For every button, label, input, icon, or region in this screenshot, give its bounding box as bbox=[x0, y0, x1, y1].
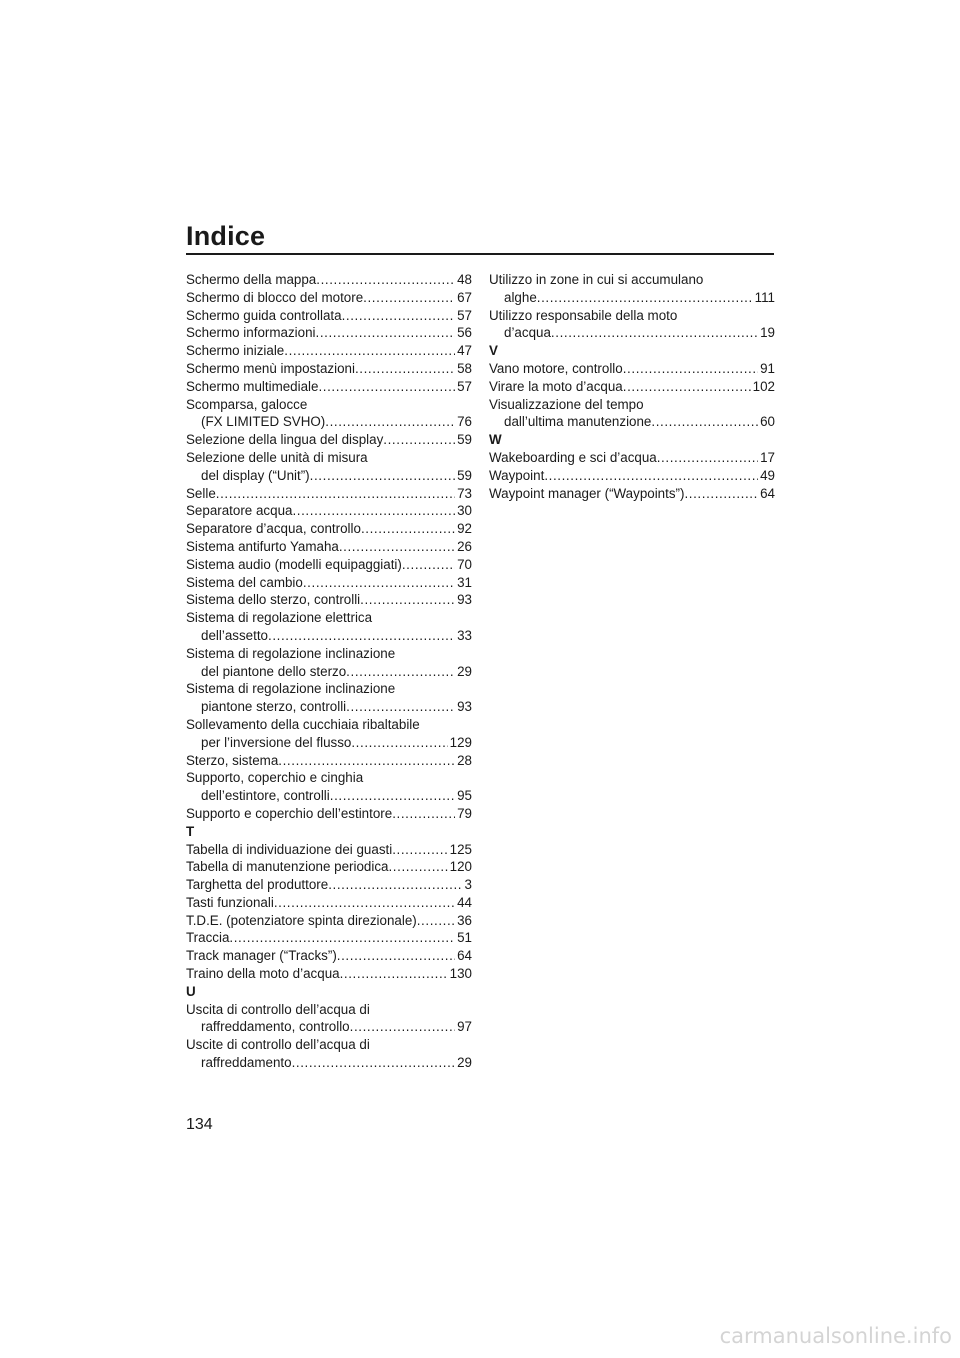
index-entry-text: Supporto, coperchio e cinghia bbox=[186, 770, 364, 786]
index-entry-page: 59 bbox=[457, 467, 472, 483]
index-entry bbox=[186, 841, 472, 859]
index-entry bbox=[186, 858, 472, 876]
dot-leader bbox=[328, 876, 462, 894]
index-entry-page: 59 bbox=[457, 432, 472, 448]
index-entry bbox=[186, 876, 472, 894]
index-entry-text: raffreddamento bbox=[201, 1055, 292, 1071]
dot-leader bbox=[551, 324, 758, 342]
dot-leader bbox=[388, 858, 447, 876]
index-entry-text: Wakeboarding e sci d’acqua bbox=[489, 449, 657, 465]
index-entry-text: d’acqua bbox=[504, 325, 551, 341]
dot-leader bbox=[350, 1018, 455, 1036]
dot-leader bbox=[417, 912, 455, 930]
dot-leader bbox=[623, 360, 758, 378]
index-entry bbox=[489, 449, 775, 467]
index-entry-text: Traino della moto d’acqua bbox=[186, 966, 340, 982]
index-entry-text: Track manager (“Tracks”) bbox=[186, 948, 337, 964]
dot-leader bbox=[355, 360, 455, 378]
dot-leader bbox=[684, 485, 758, 503]
index-entry-text: raffreddamento, controllo bbox=[201, 1019, 350, 1035]
index-entry bbox=[186, 502, 472, 520]
index-entry-text: Separatore d’acqua, controllo bbox=[186, 521, 361, 537]
index-entry-text: alghe bbox=[504, 289, 537, 305]
index-entry-text: Schermo multimediale bbox=[186, 378, 319, 394]
dot-leader bbox=[292, 1054, 456, 1072]
index-entry bbox=[186, 538, 472, 556]
index-entry-text: Uscita di controllo dell’acqua di bbox=[186, 1001, 370, 1017]
index-entry bbox=[186, 929, 472, 947]
dot-leader bbox=[337, 947, 455, 965]
index-entry-text: Sistema di regolazione inclinazione bbox=[186, 681, 396, 697]
dot-leader bbox=[360, 591, 455, 609]
index-entry-text: Sistema di regolazione inclinazione bbox=[186, 645, 396, 661]
index-entry bbox=[489, 307, 775, 343]
watermark: carmanualsonline.info bbox=[719, 1324, 952, 1348]
dot-leader bbox=[361, 520, 455, 538]
index-entry-text: dell’estintore, controlli bbox=[201, 788, 330, 804]
dot-leader bbox=[340, 965, 448, 983]
index-entry-text: Targhetta del produttore bbox=[186, 877, 329, 893]
index-entry-text: Utilizzo responsabile della moto bbox=[489, 307, 678, 323]
index-column-right bbox=[489, 271, 775, 502]
dot-leader bbox=[363, 289, 455, 307]
index-entry bbox=[186, 591, 472, 609]
title-rule bbox=[186, 253, 774, 255]
dot-leader bbox=[229, 929, 455, 947]
index-entry bbox=[186, 360, 472, 378]
dot-leader bbox=[339, 538, 455, 556]
dot-leader bbox=[537, 289, 753, 307]
index-entry bbox=[186, 1001, 472, 1037]
index-entry-page: 57 bbox=[457, 378, 472, 394]
dot-leader bbox=[392, 841, 447, 859]
index-entry-text: Sistema audio (modelli equipaggiati) bbox=[186, 556, 402, 572]
index-entry-page: 48 bbox=[457, 272, 472, 287]
dot-leader bbox=[657, 449, 758, 467]
index-entry-page: 73 bbox=[457, 485, 472, 501]
index-entry-page: 120 bbox=[449, 859, 472, 875]
index-entry bbox=[186, 574, 472, 592]
index-entry bbox=[489, 271, 775, 307]
index-entry-page: 64 bbox=[457, 948, 472, 964]
index-entry-page: 102 bbox=[752, 378, 775, 394]
index-entry-text: del display (“Unit”) bbox=[201, 467, 310, 483]
index-entry-text: Traccia bbox=[186, 930, 230, 946]
index-entry-page: 130 bbox=[449, 966, 472, 982]
index-entry-page: 29 bbox=[457, 663, 472, 679]
index-entry bbox=[489, 360, 775, 378]
index-entry-text: Sistema dello sterzo, controlli bbox=[186, 592, 361, 608]
index-entry-page: 26 bbox=[457, 538, 472, 554]
index-entry-text: Sistema di regolazione elettrica bbox=[186, 610, 373, 626]
page-number: 134 bbox=[186, 1116, 213, 1133]
index-entry-text: Schermo guida controllata bbox=[186, 307, 342, 323]
dot-leader bbox=[278, 752, 455, 770]
index-entry-page: 93 bbox=[457, 592, 472, 608]
index-entry-text: T.D.E. (potenziatore spinta direzionale) bbox=[186, 912, 417, 928]
index-entry bbox=[186, 912, 472, 930]
index-entry-page: 67 bbox=[457, 289, 472, 305]
index-entry-text: Tasti funzionali bbox=[186, 894, 274, 910]
index-entry-page: 93 bbox=[457, 699, 472, 715]
index-entry-text: Utilizzo in zone in cui si accumulano bbox=[489, 272, 704, 287]
dot-leader bbox=[268, 627, 455, 645]
dot-leader bbox=[544, 467, 758, 485]
index-entry-page: 76 bbox=[457, 414, 472, 430]
index-entry bbox=[186, 680, 472, 716]
index-entry-text: Waypoint bbox=[489, 467, 545, 483]
index-entry-text: del piantone dello sterzo bbox=[201, 663, 347, 679]
index-entry-text: Sistema del cambio bbox=[186, 574, 303, 590]
index-entry-page: 92 bbox=[457, 521, 472, 537]
index-entry-text: Supporto e coperchio dell’estintore bbox=[186, 805, 393, 821]
index-entry bbox=[186, 378, 472, 396]
dot-leader bbox=[318, 378, 455, 396]
index-entry-page: 129 bbox=[449, 734, 472, 750]
index-entry bbox=[186, 520, 472, 538]
dot-leader bbox=[351, 734, 447, 752]
dot-leader bbox=[284, 342, 455, 360]
index-entry bbox=[489, 378, 775, 396]
index-entry bbox=[186, 342, 472, 360]
dot-leader bbox=[316, 324, 456, 342]
dot-leader bbox=[651, 413, 758, 431]
index-entry-text: Waypoint manager (“Waypoints”) bbox=[489, 485, 685, 501]
index-entry-page: 58 bbox=[457, 360, 472, 376]
index-entry-text: Tabella di manutenzione periodica bbox=[186, 859, 389, 875]
index-entry-page: 70 bbox=[457, 556, 472, 572]
index-entry-page: 51 bbox=[457, 930, 472, 946]
index-entry-page: 60 bbox=[760, 414, 775, 430]
index-entry-text: Vano motore, controllo bbox=[489, 360, 623, 376]
index-entry-text: Scomparsa, galocce bbox=[186, 396, 308, 412]
index-entry-text: Schermo informazioni bbox=[186, 325, 316, 341]
index-entry-text: Sterzo, sistema bbox=[186, 752, 279, 768]
dot-leader bbox=[392, 805, 455, 823]
dot-leader bbox=[292, 502, 455, 520]
index-entry bbox=[186, 485, 472, 503]
index-entry-text: per l’inversione del flusso bbox=[201, 734, 352, 750]
dot-leader bbox=[216, 485, 455, 503]
index-entry-text: Sistema antifurto Yamaha bbox=[186, 538, 339, 554]
dot-leader bbox=[325, 413, 455, 431]
dot-leader bbox=[346, 663, 455, 681]
index-entry-text: Uscite di controllo dell’acqua di bbox=[186, 1037, 370, 1053]
index-entry bbox=[489, 467, 775, 485]
index-entry-text: dell’assetto bbox=[201, 627, 268, 643]
index-entry-text: Visualizzazione del tempo bbox=[489, 396, 644, 412]
index-entry bbox=[186, 431, 472, 449]
index-entry-page: 95 bbox=[457, 788, 472, 804]
index-entry bbox=[186, 271, 472, 289]
dot-leader bbox=[310, 467, 455, 485]
index-entry-page: 3 bbox=[464, 877, 472, 893]
index-entry bbox=[186, 716, 472, 752]
index-column-left bbox=[186, 271, 472, 1072]
dot-leader bbox=[330, 787, 455, 805]
dot-leader bbox=[274, 894, 455, 912]
index-entry-page: 33 bbox=[457, 627, 472, 643]
index-entry bbox=[489, 396, 775, 432]
index-entry-text: Selle bbox=[186, 485, 216, 501]
index-entry bbox=[186, 324, 472, 342]
index-entry bbox=[186, 805, 472, 823]
index-entry bbox=[186, 769, 472, 805]
index-entry bbox=[186, 449, 472, 485]
index-entry bbox=[489, 485, 775, 503]
index-letter-heading: T bbox=[186, 823, 195, 839]
index-entry bbox=[186, 556, 472, 574]
index-entry-page: 28 bbox=[457, 752, 472, 768]
index-entry bbox=[186, 289, 472, 307]
index-entry-text: (FX LIMITED SVHO) bbox=[201, 414, 326, 430]
index-entry bbox=[186, 965, 472, 983]
index-entry bbox=[186, 752, 472, 770]
index-entry-page: 17 bbox=[760, 449, 775, 465]
index-entry-page: 56 bbox=[457, 325, 472, 341]
index-entry-page: 29 bbox=[457, 1055, 472, 1071]
dot-leader bbox=[346, 698, 455, 716]
index-entry-page: 79 bbox=[457, 805, 472, 821]
index-entry-text: dall’ultima manutenzione bbox=[504, 414, 652, 430]
index-entry-page: 19 bbox=[760, 325, 775, 341]
index-entry-page: 30 bbox=[457, 503, 472, 519]
index-entry-text: Tabella di individuazione dei guasti bbox=[186, 841, 393, 857]
index-entry bbox=[186, 1036, 472, 1072]
index-entry bbox=[186, 947, 472, 965]
index-entry-text: Schermo iniziale bbox=[186, 343, 285, 359]
index-entry-page: 31 bbox=[457, 574, 472, 590]
index-letter-heading: V bbox=[489, 343, 498, 359]
index-entry-text: Schermo menù impostazioni bbox=[186, 360, 355, 376]
dot-leader bbox=[303, 574, 455, 592]
index-entry-page: 44 bbox=[457, 894, 472, 910]
index-entry-page: 49 bbox=[760, 467, 775, 483]
index-entry-page: 91 bbox=[760, 360, 775, 376]
dot-leader bbox=[316, 271, 455, 289]
index-entry bbox=[186, 609, 472, 645]
index-letter-heading: U bbox=[186, 983, 196, 999]
index-entry bbox=[186, 894, 472, 912]
dot-leader bbox=[623, 378, 751, 396]
index-entry-text: Virare la moto d’acqua bbox=[489, 378, 623, 394]
index-entry-page: 64 bbox=[760, 485, 775, 501]
dot-leader bbox=[402, 556, 455, 574]
index-entry bbox=[186, 307, 472, 325]
index-letter-heading: W bbox=[489, 432, 502, 448]
index-entry-text: piantone sterzo, controlli bbox=[201, 699, 347, 715]
index-entry-page: 111 bbox=[754, 289, 775, 305]
index-entry-text: Schermo di blocco del motore bbox=[186, 289, 364, 305]
index-entry-page: 57 bbox=[457, 307, 472, 323]
index-entry-text: Separatore acqua bbox=[186, 503, 293, 519]
index-entry-page: 36 bbox=[457, 912, 472, 928]
page-title: Indice bbox=[186, 221, 266, 251]
index-entry-page: 97 bbox=[457, 1019, 472, 1035]
index-entry bbox=[186, 645, 472, 681]
index-entry-text: Selezione delle unità di misura bbox=[186, 449, 368, 465]
dot-leader bbox=[383, 431, 455, 449]
dot-leader bbox=[342, 307, 456, 325]
index-entry-page: 47 bbox=[457, 343, 472, 359]
index-entry-text: Selezione della lingua del display bbox=[186, 432, 384, 448]
index-entry-page: 125 bbox=[449, 841, 472, 857]
index-entry-text: Sollevamento della cucchiaia ribaltabile bbox=[186, 716, 420, 732]
index-entry bbox=[186, 396, 472, 432]
index-entry-text: Schermo della mappa bbox=[186, 272, 317, 287]
